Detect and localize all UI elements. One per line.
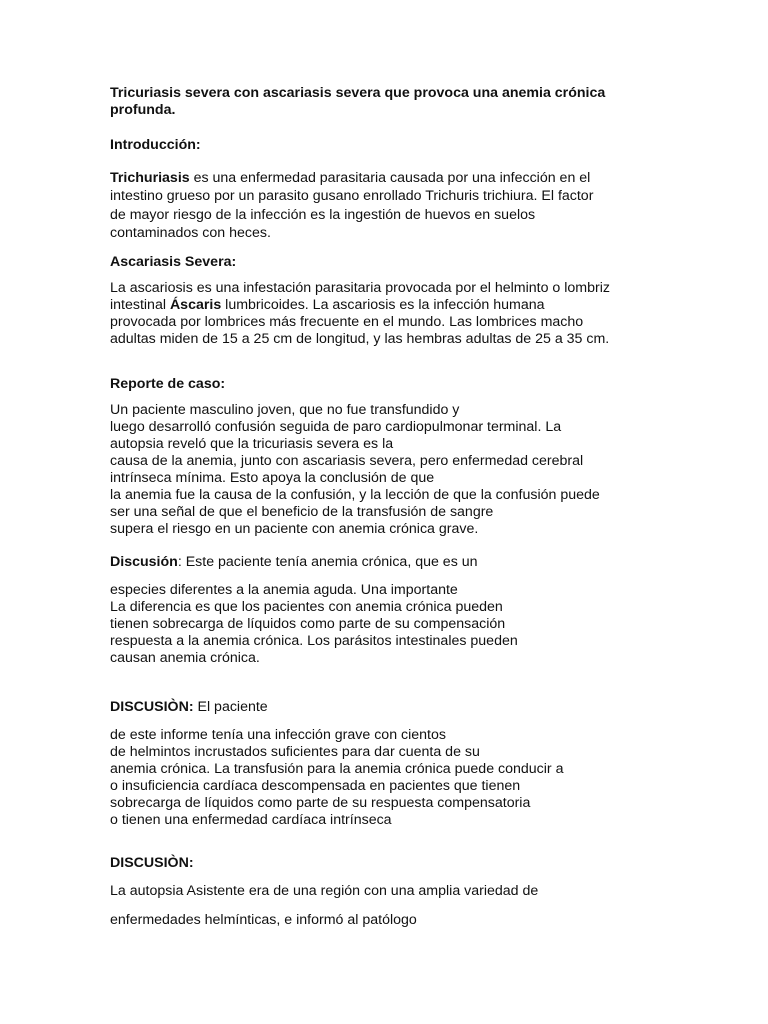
document-title-line-1: Tricuriasis severa con ascariasis severa que provoca una anemia crónica — [110, 85, 606, 101]
discussion-1-first-line — [110, 554, 478, 571]
report-line: luego desarrolló confusión seguida de paro cardiopulmonar terminal. La — [110, 419, 562, 435]
ascariasis-line-1: La ascariosis es una infestación parasitaria provocada por el helminto o lombriz — [110, 280, 610, 296]
discussion-1-line: La diferencia es que los pacientes con anemia crónica pueden — [110, 599, 503, 615]
trichuriasis-line-4: contaminados con heces. — [110, 225, 271, 241]
discussion-1-line: causan anemia crónica. — [110, 650, 260, 666]
report-line: ser una señal de que el beneficio de la transfusión de sangre — [110, 504, 494, 520]
intro-heading: Introducción: — [110, 137, 201, 153]
ascariasis-line-2 — [110, 297, 545, 314]
trichuriasis-line-2: intestino grueso por un parasito gusano enrollado Trichuris trichiura. El factor — [110, 188, 594, 204]
ascariasis-line-2-rest: lumbricoides. La ascariosis es la infección humana — [221, 297, 545, 313]
report-line: autopsia reveló que la tricuriasis severa es la — [110, 436, 394, 452]
report-line: la anemia fue la causa de la confusión, y la lección de que la confusión puede — [110, 487, 600, 503]
discussion-1-label: Discusión — [110, 554, 178, 570]
discussion-2-line: anemia crónica. La transfusión para la anemia crónica puede conducir a — [110, 761, 564, 777]
discussion-2-label: DISCUSIÒN: — [110, 699, 194, 715]
discussion-3-label: DISCUSIÒN: — [110, 855, 194, 871]
report-line: causa de la anemia, junto con ascariasis severa, pero enfermedad cerebral — [110, 453, 584, 469]
discussion-1-intro: : Este paciente tenía anemia crónica, que es un — [177, 554, 478, 570]
report-line: supera el riesgo en un paciente con anemia crónica grave. — [110, 521, 479, 537]
trichuriasis-line-1-text: es una enfermedad parasitaria causada por una infección en el — [189, 170, 591, 186]
ascariasis-heading: Ascariasis Severa: — [110, 254, 237, 270]
discussion-3-line-1: La autopsia Asistente era de una región con una amplia variedad de — [110, 883, 539, 899]
discussion-2-intro: El paciente — [193, 699, 268, 715]
discussion-1-line: tienen sobrecarga de líquidos como parte de su compensación — [110, 616, 506, 632]
ascariasis-line-2-pre: intestinal — [110, 297, 170, 313]
ascariasis-line-3: provocada por lombrices más frecuente en el mundo. Las lombrices macho — [110, 314, 584, 330]
discussion-1-line: especies diferentes a la anemia aguda. Una importante — [110, 582, 458, 598]
discussion-2-line: o tienen una enfermedad cardíaca intrínseca — [110, 812, 392, 828]
discussion-2-line: sobrecarga de líquidos como parte de su respuesta compensatoria — [110, 795, 531, 811]
ascariasis-line-4: adultas miden de 15 a 25 cm de longitud, y las hembras adultas de 25 a 35 cm. — [110, 331, 610, 347]
trichuriasis-line-1 — [110, 170, 590, 187]
discussion-2-line: de helmintos incrustados suficientes para dar cuenta de su — [110, 744, 480, 760]
report-heading: Reporte de caso: — [110, 376, 226, 392]
discussion-2-line: o insuficiencia cardíaca descompensada en pacientes que tienen — [110, 778, 521, 794]
report-line: intrínseca mínima. Esto apoya la conclusión de que — [110, 470, 435, 486]
discussion-2-line: de este informe tenía una infección grave con cientos — [110, 727, 446, 743]
discussion-3-line-2: enfermedades helmínticas, e informó al patólogo — [110, 912, 417, 928]
trichuriasis-line-3: de mayor riesgo de la infección es la ingestión de huevos en suelos — [110, 207, 536, 223]
discussion-2-first-line — [110, 699, 268, 716]
trichuriasis-term: Trichuriasis — [110, 170, 190, 186]
report-line: Un paciente masculino joven, que no fue transfundido y — [110, 402, 460, 418]
discussion-1-line: respuesta a la anemia crónica. Los parásitos intestinales pueden — [110, 633, 518, 649]
ascaris-term: Áscaris — [169, 297, 222, 313]
document-title-line-2: profunda. — [110, 102, 176, 118]
